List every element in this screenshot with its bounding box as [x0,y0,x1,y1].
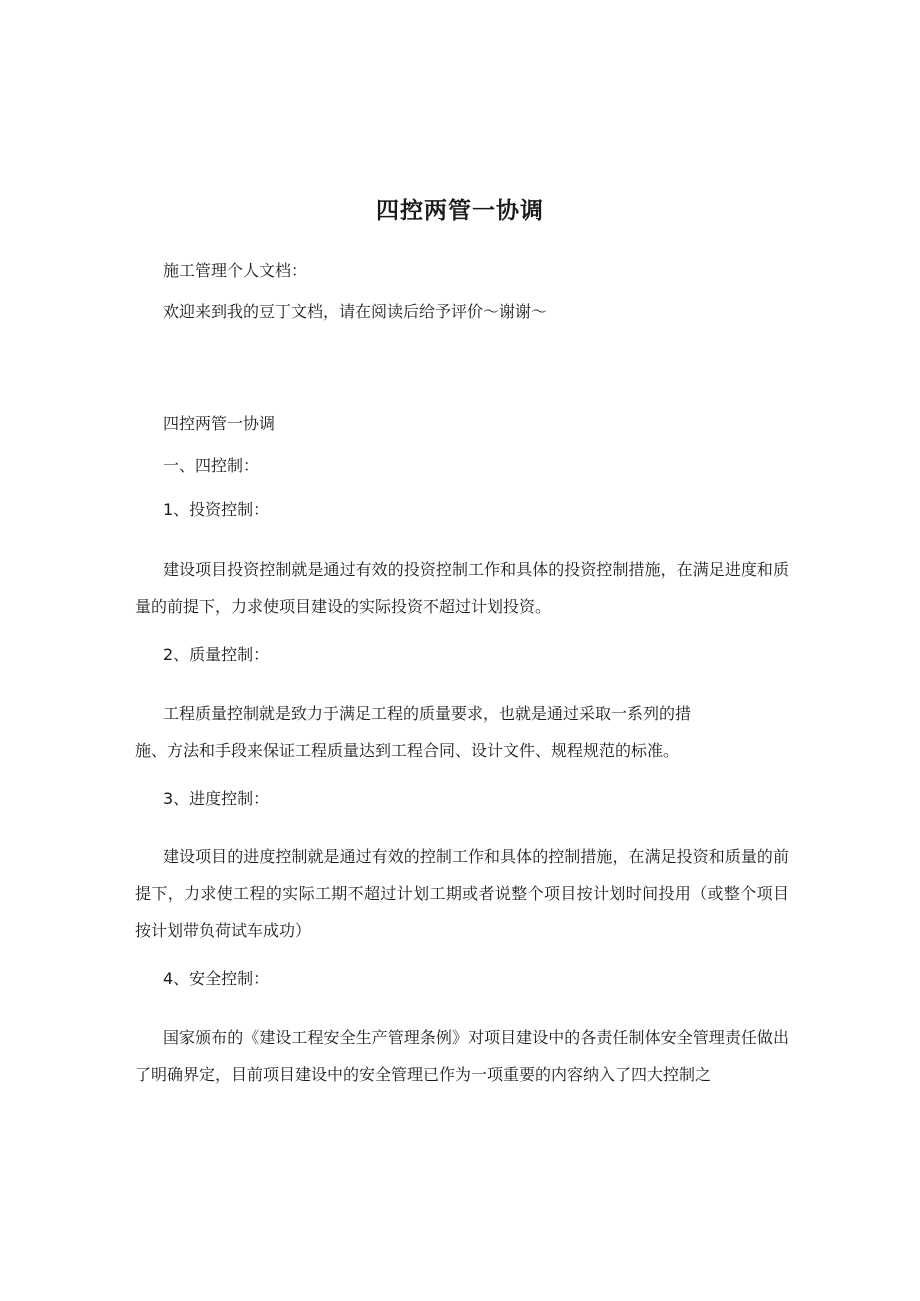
item-heading-safety: 4、安全控制： [163,969,270,988]
paragraph-schedule: 建设项目的进度控制就是通过有效的控制工作和具体的控制措施，在满足投资和质量的前提下，力求使工程的实际工期不超过计划工期或者说整个项目按计划时间投用（或整个项目按计划带负荷试车成功） [135,847,789,940]
paragraph-quality-line-1: 工程质量控制就是致力于满足工程的质量要求，也就是通过采取一系列的措 [163,704,692,723]
meta-label: 施工管理个人文档： [163,261,308,280]
paragraph-safety: 国家颁布的《建设工程安全生产管理条例》对项目建设中的各责任制体安全管理责任做出了明确界定，目前项目建设中的安全管理已作为一项重要的内容纳入了四大控制之 [135,1028,789,1084]
welcome-text: 欢迎来到我的豆丁文档，请在阅读后给予评价～谢谢～ [163,302,548,321]
item-heading-investment: 1、投资控制： [163,500,270,519]
section-heading: 一、四控制： [163,456,260,475]
body-title: 四控两管一协调 [163,414,276,433]
item-heading-schedule: 3、进度控制： [163,789,270,808]
document-title: 四控两管一协调 [376,198,544,224]
paragraph-investment: 建设项目投资控制就是通过有效的投资控制工作和具体的投资控制措施，在满足进度和质量的前提下，力求使项目建设的实际投资不超过计划投资。 [135,560,789,616]
paragraph-quality-line-2: 施、方法和手段来保证工程质量达到工程合同、设计文件、规程规范的标准。 [135,741,680,760]
item-heading-quality: 2、质量控制： [163,645,270,664]
